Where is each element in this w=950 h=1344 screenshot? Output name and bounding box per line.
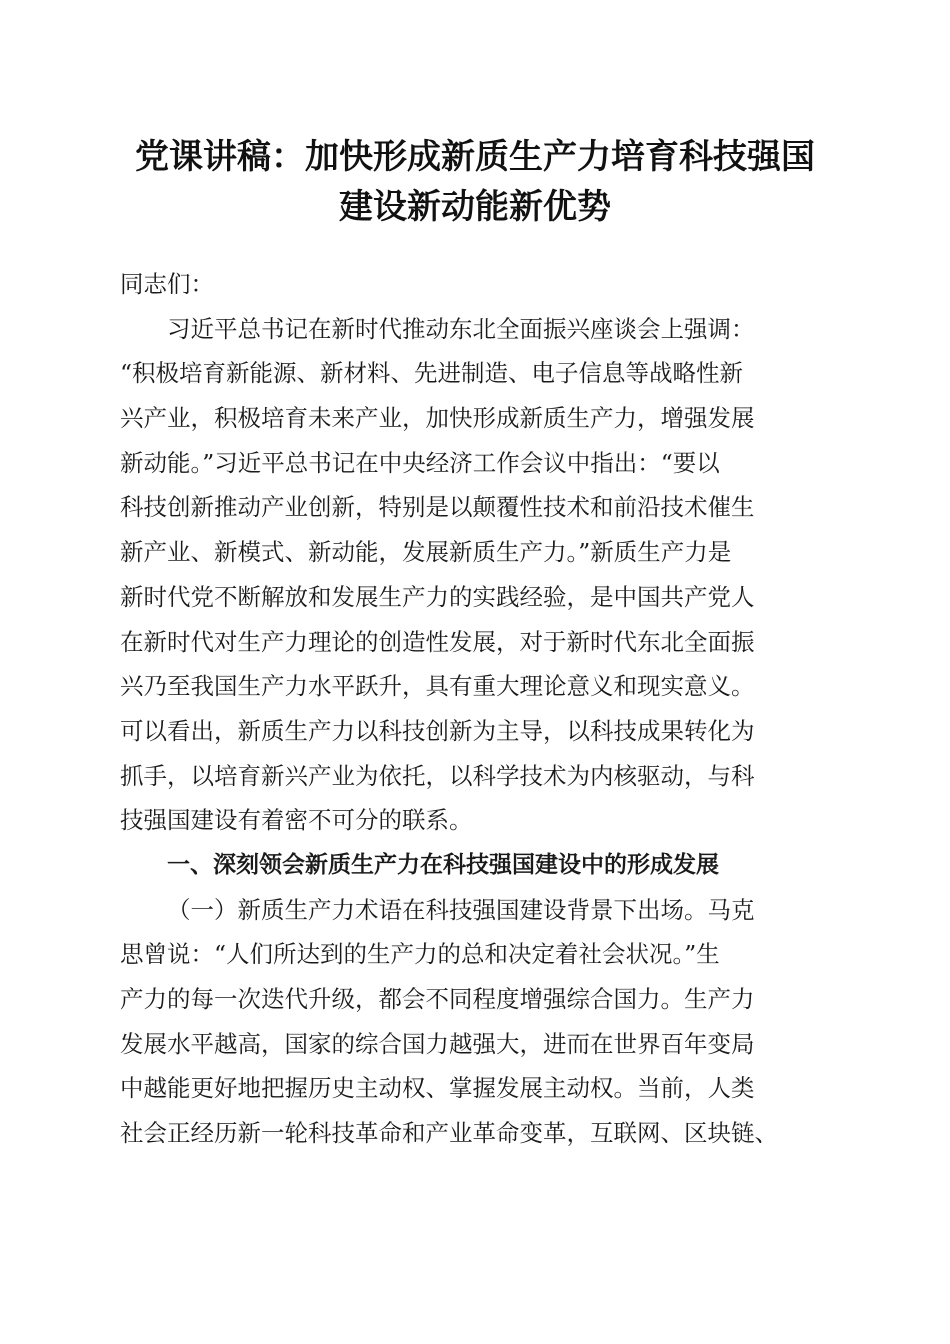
section-1-heading: 一、深刻领会新质生产力在科技强国建设中的形成发展: [167, 851, 719, 878]
document-body: [120, 262, 830, 1156]
paragraph-1-line: “积极培育新能源、新材料、先进制造、电子信息等战略性新: [120, 359, 744, 388]
salutation: 同志们：: [120, 270, 214, 298]
paragraph-1-line: 新产业、新模式、新动能，发展新质生产力。”新质生产力是: [120, 538, 732, 567]
title-line-1: 党课讲稿：加快形成新质生产力培育科技强国: [135, 137, 815, 177]
paragraph-1-line: 可以看出，新质生产力以科技创新为主导，以科技成果转化为: [120, 716, 755, 745]
subsection-1-line: 中越能更好地把握历史主动权、掌握发展主动权。当前，人类: [120, 1074, 755, 1103]
paragraph-1-line: 在新时代对生产力理论的创造性发展，对于新时代东北全面振: [120, 627, 755, 656]
paragraph-1-line: 技强国建设有着密不可分的联系。: [120, 806, 473, 835]
paragraph-1-line: 兴产业，积极培育未来产业，加快形成新质生产力，增强发展: [120, 404, 755, 433]
paragraph-1-line: 科技创新推动产业创新，特别是以颠覆性技术和前沿技术催生: [120, 493, 755, 522]
paragraph-1-line: 新动能。”习近平总书记在中央经济工作会议中指出：“要以: [120, 448, 720, 477]
subsection-1-line: 社会正经历新一轮科技革命和产业革命变革，互联网、区块链、: [120, 1119, 778, 1148]
title-line-2: 建设新动能新优势: [339, 187, 611, 227]
document-title: [100, 132, 850, 232]
paragraph-1-line: 兴乃至我国生产力水平跃升，具有重大理论意义和现实意义。: [120, 672, 755, 701]
subsection-1-line: （一）新质生产力术语在科技强国建设背景下出场。马克: [167, 895, 755, 924]
paragraph-1-line: 习近平总书记在新时代推动东北全面振兴座谈会上强调：: [167, 314, 755, 343]
subsection-1-line: 产力的每一次迭代升级，都会不同程度增强综合国力。生产力: [120, 985, 755, 1013]
subsection-1-line: 思曾说：“人们所达到的生产力的总和决定着社会状况。”生: [120, 940, 720, 969]
subsection-1-line: 发展水平越高，国家的综合国力越强大，进而在世界百年变局: [120, 1029, 755, 1058]
paragraph-1-line: 新时代党不断解放和发展生产力的实践经验，是中国共产党人: [120, 582, 755, 611]
paragraph-1-line: 抓手，以培育新兴产业为依托，以科学技术为内核驱动，与科: [120, 761, 755, 790]
